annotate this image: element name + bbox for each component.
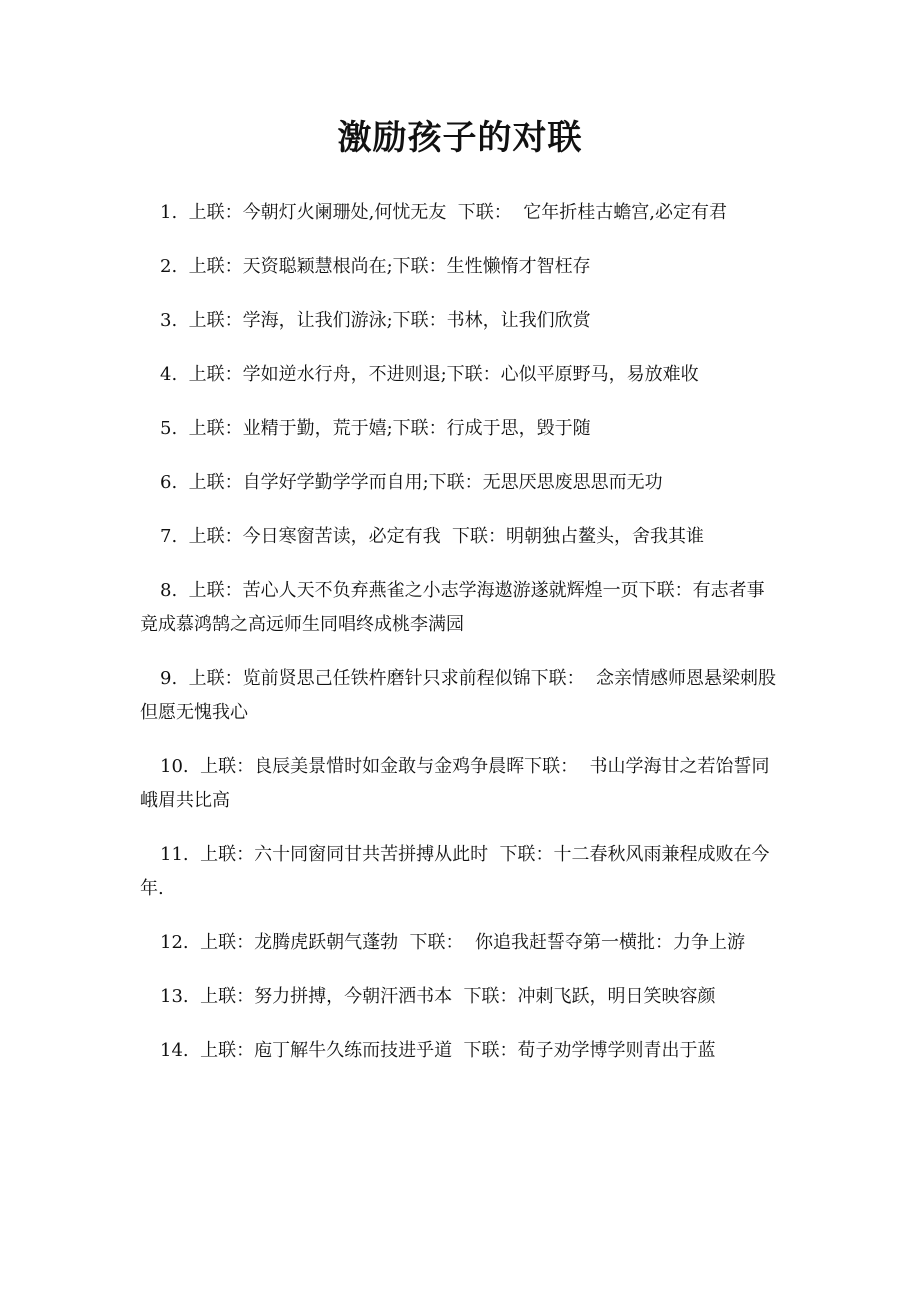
couplet-item-3: 3. 上联：学海，让我们游泳;下联：书林，让我们欣赏 bbox=[160, 310, 591, 331]
couplet-item-8: 8. 上联：苦心人天不负弃燕雀之小志学海遨游遂就辉煌一页下联：有志者事竟成慕鸿鹄之高远师生同唱终成桃李满园 bbox=[140, 580, 765, 635]
couplet-item-5: 5. 上联：业精于勤，荒于嬉;下联：行成于思，毁于随 bbox=[160, 418, 591, 439]
couplet-item-13: 13. 上联：努力拼搏，今朝汗洒书本 下联：冲刺飞跃，明日笑映容颜 bbox=[160, 986, 716, 1007]
couplet-item-2: 2. 上联：天资聪颖慧根尚在;下联：生性懒惰才智枉存 bbox=[160, 256, 591, 277]
couplet-item-14: 14. 上联：庖丁解牛久练而技进乎道 下联：荀子劝学博学则青出于蓝 bbox=[160, 1040, 716, 1061]
couplet-item-4: 4. 上联：学如逆水行舟，不进则退;下联：心似平原野马，易放难收 bbox=[160, 364, 699, 385]
couplet-item-7: 7. 上联：今日寒窗苦读，必定有我 下联：明朝独占鳌头，舍我其谁 bbox=[160, 526, 705, 547]
couplet-item-1: 1. 上联：今朝灯火阑珊处,何忧无友 下联： 它年折桂古蟾宫,必定有君 bbox=[160, 202, 727, 223]
couplet-item-11: 11. 上联：六十同窗同甘共苦拼搏从此时 下联：十二春秋风雨兼程成败在今年. bbox=[140, 844, 770, 899]
couplet-item-12: 12. 上联：龙腾虎跃朝气蓬勃 下联： 你追我赶誓夺第一横批：力争上游 bbox=[160, 932, 745, 953]
couplet-item-9: 9. 上联：览前贤思己任铁杵磨针只求前程似锦下联： 念亲情感师恩悬梁刺股但愿无愧我心 bbox=[140, 668, 777, 723]
couplet-item-10: 10. 上联：良辰美景惜时如金敢与金鸡争晨晖下联： 书山学海甘之若饴誓同峨眉共比高 bbox=[140, 756, 770, 811]
couplet-list bbox=[140, 196, 782, 1088]
couplet-item-6: 6. 上联：自学好学勤学学而自用;下联：无思厌思废思思而无功 bbox=[160, 472, 663, 493]
document-title: 激励孩子的对联 bbox=[337, 118, 583, 158]
